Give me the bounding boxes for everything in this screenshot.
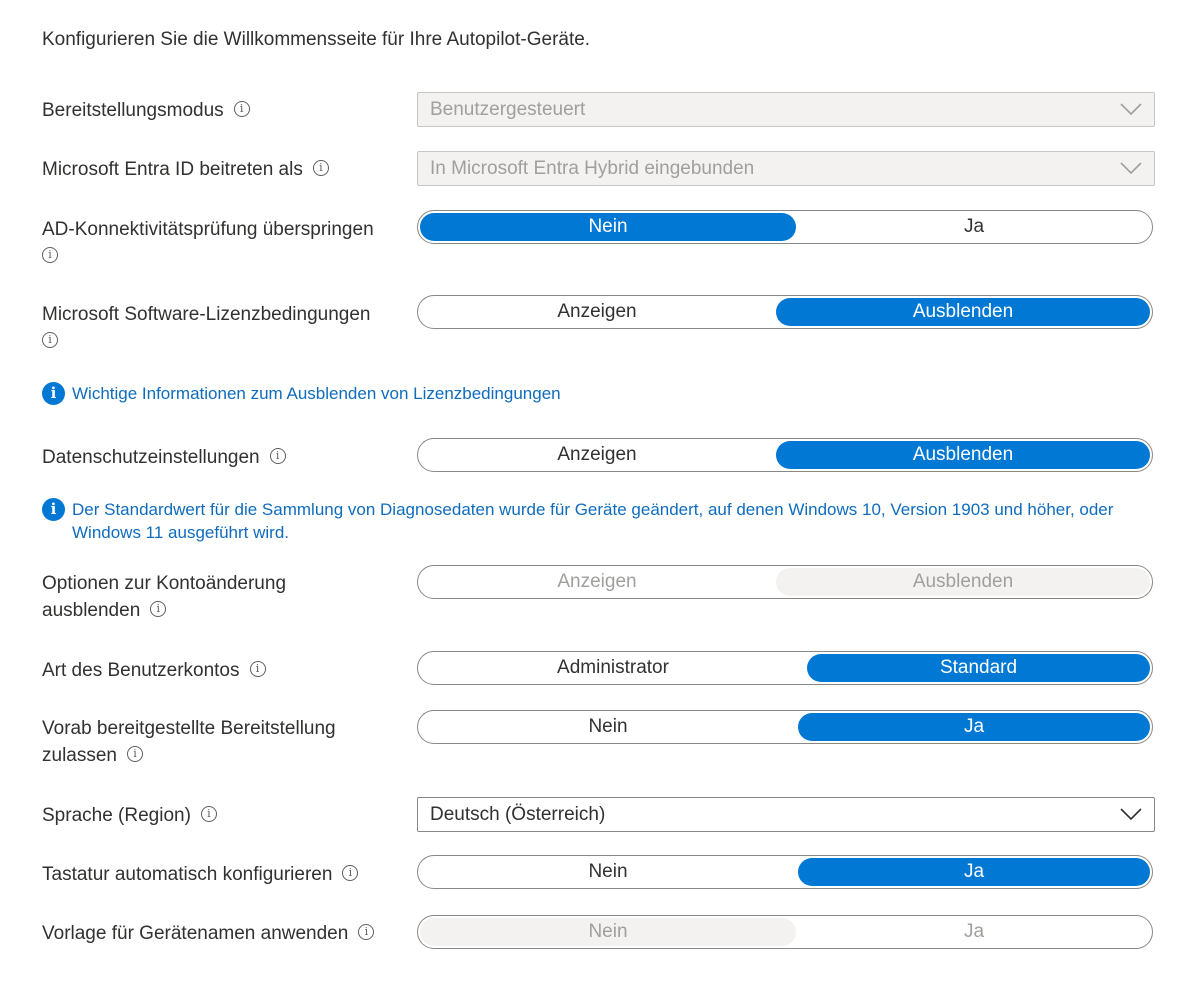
chevron-down-icon	[1120, 161, 1142, 175]
option-nein: Nein	[420, 918, 796, 946]
account-type-toggle[interactable]	[417, 651, 1153, 685]
skip-ad-check-label: AD-Konnektivitätsprüfung überspringen i	[42, 219, 374, 261]
privacy-settings-toggle[interactable]	[417, 438, 1153, 472]
option-ja[interactable]: Ja	[963, 216, 985, 237]
option-anzeigen: Anzeigen	[557, 571, 637, 592]
account-type-label: Art des Benutzerkontos i	[42, 657, 392, 684]
option-nein[interactable]: Nein	[420, 213, 796, 241]
join-as-label: Microsoft Entra ID beitreten als i	[42, 156, 392, 183]
diagnostics-info-line2: Windows 11 ausgeführt wird.	[72, 523, 290, 542]
privacy-settings-label: Datenschutzeinstellungen i	[42, 444, 392, 471]
info-icon[interactable]: i	[313, 160, 329, 176]
option-ausblenden[interactable]: Ausblenden	[776, 441, 1150, 469]
option-nein[interactable]: Nein	[588, 716, 628, 737]
license-info-notice	[42, 382, 561, 405]
option-ja: Ja	[963, 921, 985, 942]
language-label: Sprache (Region) i	[42, 802, 392, 829]
option-ausblenden[interactable]: Ausblenden	[776, 298, 1150, 326]
license-terms-toggle[interactable]	[417, 295, 1153, 329]
info-filled-icon: i	[42, 498, 65, 521]
option-anzeigen[interactable]: Anzeigen	[557, 444, 637, 465]
join-as-dropdown[interactable]: In Microsoft Entra Hybrid eingebunden	[417, 151, 1155, 186]
option-ausblenden: Ausblenden	[776, 568, 1150, 596]
info-icon[interactable]: i	[42, 247, 58, 263]
diagnostics-info-notice	[42, 498, 1162, 544]
option-standard[interactable]: Standard	[807, 654, 1150, 682]
info-icon[interactable]: i	[358, 924, 374, 940]
language-dropdown[interactable]: Deutsch (Österreich)	[417, 797, 1155, 832]
info-icon[interactable]: i	[42, 332, 58, 348]
option-anzeigen[interactable]: Anzeigen	[557, 301, 637, 322]
option-administrator[interactable]: Administrator	[557, 657, 669, 678]
preprovisioned-toggle[interactable]	[417, 710, 1153, 744]
deployment-mode-dropdown[interactable]: Benutzergesteuert	[417, 92, 1155, 127]
page-intro: Konfigurieren Sie die Willkommensseite für Ihre Autopilot-Geräte.	[42, 29, 591, 50]
diagnostics-info-line1: Der Standardwert für die Sammlung von Diagnosedaten wurde für Geräte geändert, auf denen Windows 10, Version 1903 und höher, oder	[72, 500, 1114, 519]
info-icon[interactable]: i	[127, 746, 143, 762]
deployment-mode-label: Bereitstellungsmodus i	[42, 97, 392, 124]
device-name-template-label: Vorlage für Gerätenamen anwenden i	[42, 920, 412, 947]
option-nein[interactable]: Nein	[588, 861, 628, 882]
preprovisioned-label: Vorab bereitgestellte Bereitstellung zulassen i	[42, 718, 336, 766]
info-icon[interactable]: i	[342, 865, 358, 881]
account-change-label: Optionen zur Kontoänderung ausblenden i	[42, 573, 287, 621]
option-ja[interactable]: Ja	[798, 713, 1150, 741]
option-ja[interactable]: Ja	[798, 858, 1150, 886]
info-icon[interactable]: i	[250, 661, 266, 677]
info-icon[interactable]: i	[234, 101, 250, 117]
license-info-link[interactable]: Wichtige Informationen zum Ausblenden von Lizenzbedingungen	[72, 384, 561, 403]
device-name-template-toggle	[417, 915, 1153, 949]
keyboard-label: Tastatur automatisch konfigurieren i	[42, 861, 392, 888]
account-change-toggle	[417, 565, 1153, 599]
chevron-down-icon	[1120, 807, 1142, 821]
info-icon[interactable]: i	[150, 601, 166, 617]
skip-ad-check-toggle[interactable]	[417, 210, 1153, 244]
chevron-down-icon	[1120, 102, 1142, 116]
keyboard-toggle[interactable]	[417, 855, 1153, 889]
license-terms-label: Microsoft Software-Lizenzbedingungen i	[42, 304, 371, 346]
info-icon[interactable]: i	[201, 806, 217, 822]
info-filled-icon: i	[42, 382, 65, 405]
info-icon[interactable]: i	[270, 448, 286, 464]
